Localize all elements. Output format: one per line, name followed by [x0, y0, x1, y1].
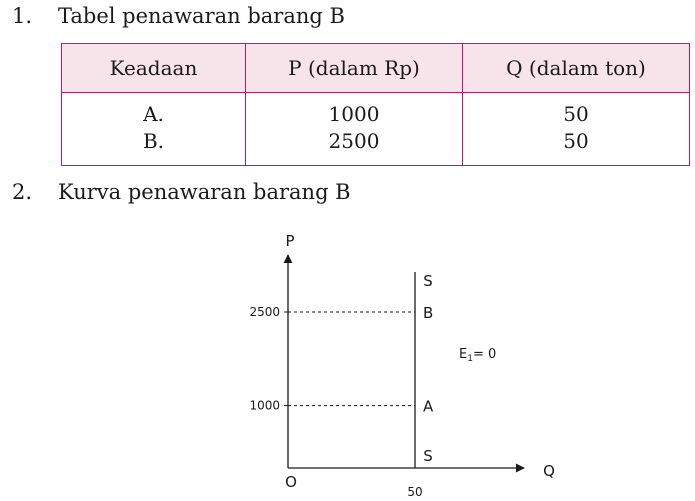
item-2-title: Kurva penawaran barang B	[58, 180, 351, 204]
elasticity-value: = 0	[472, 347, 497, 362]
point-label-b: B	[423, 304, 434, 322]
elasticity-symbol: E	[459, 347, 468, 362]
y-tick-label: 1000	[249, 398, 280, 413]
column-header-quantity: Q (dalam ton)	[463, 44, 690, 93]
table-cell-quantity: 50	[463, 93, 690, 130]
elasticity-subscript: 1	[467, 354, 473, 364]
item-1-number: 1.	[12, 4, 33, 28]
column-header-price: P (dalam Rp)	[246, 44, 463, 93]
table-cell-keadaan: B.	[62, 129, 246, 166]
table-cell-price: 1000	[246, 93, 463, 130]
point-label-a: A	[423, 397, 434, 416]
elasticity-annotation	[459, 347, 496, 364]
y-tick-label: 2500	[249, 305, 280, 319]
column-header-keadaan: Keadaan	[62, 44, 246, 93]
curve-label-top: S	[423, 272, 433, 290]
table-cell-keadaan: A.	[62, 93, 246, 130]
origin-label: O	[285, 473, 297, 491]
item-1-title: Tabel penawaran barang B	[58, 4, 345, 28]
table-cell-quantity: 50	[463, 129, 690, 166]
curve-label-bottom: S	[423, 447, 433, 465]
y-axis-label: P	[285, 232, 295, 250]
item-2-number: 2.	[12, 180, 33, 204]
x-axis-label: Q	[543, 462, 555, 480]
x-tick-label: 50	[407, 485, 423, 499]
table-cell-price: 2500	[246, 129, 463, 166]
